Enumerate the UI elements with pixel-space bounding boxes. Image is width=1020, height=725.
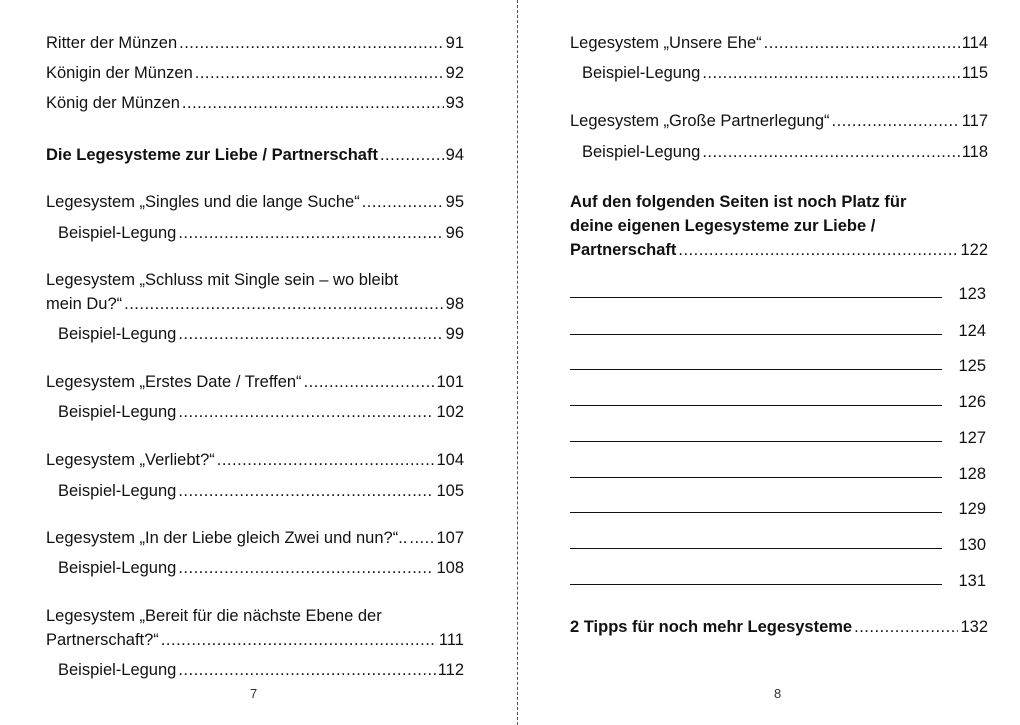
blank-entry-line[interactable]: [570, 561, 988, 590]
toc-entry[interactable]: [46, 91, 464, 115]
toc-subentry[interactable]: [570, 140, 988, 164]
toc-entry-title: mein Du?“: [46, 295, 123, 313]
toc-entry-page: 96: [445, 224, 464, 242]
page-number: 7: [250, 686, 258, 701]
toc-entry[interactable]: [46, 370, 464, 394]
toc-entry[interactable]: [46, 61, 464, 85]
toc-entry-page: 108: [436, 559, 464, 577]
toc-entry-title: Die Legesysteme zur Liebe / Partnerschaft: [46, 146, 378, 164]
toc-entry[interactable]: [46, 526, 464, 550]
write-in-line: [570, 369, 942, 370]
dot-leader: [179, 31, 444, 55]
blank-entry-page: 130: [958, 536, 986, 554]
blank-entry-line[interactable]: [570, 525, 988, 554]
toc-entry[interactable]: [46, 604, 464, 652]
toc-entry-title: Partnerschaft?“: [46, 631, 159, 649]
page-number: 8: [774, 686, 782, 701]
write-in-line: [570, 441, 942, 442]
write-in-line: [570, 334, 942, 335]
toc-entry[interactable]: [46, 190, 464, 214]
blank-entry-line[interactable]: [570, 382, 988, 411]
blank-entry-page: 126: [958, 393, 986, 411]
toc-entry-page: 111: [438, 631, 464, 649]
blank-entry-page: 124: [958, 322, 986, 340]
dot-leader: [832, 109, 960, 133]
toc-entry-page: 93: [445, 94, 464, 112]
blank-entry-page: 131: [958, 572, 986, 590]
toc-entry-page: 95: [445, 193, 464, 211]
toc-entry-title-line: Legesystem „Bereit für die nächste Ebene der: [46, 607, 382, 625]
toc-entry-title-line: deine eigenen Legesysteme zur Liebe /: [570, 217, 876, 235]
toc-entry-page: 117: [961, 112, 988, 130]
dot-leader: [409, 526, 434, 550]
blank-entry-line[interactable]: [570, 311, 988, 340]
dot-leader: [764, 31, 960, 55]
blank-entry-page: 127: [958, 429, 986, 447]
toc-entry-page: 122: [960, 241, 988, 259]
write-in-line: [570, 297, 942, 298]
dot-leader: [702, 140, 959, 164]
toc-entry-title: Beispiel-Legung: [582, 143, 701, 161]
toc-entry-page: 112: [437, 661, 464, 679]
dot-leader: [195, 61, 444, 85]
dot-leader: [178, 400, 434, 424]
toc-subentry[interactable]: [570, 61, 988, 85]
toc-entry-page: 94: [445, 146, 464, 164]
dot-leader: [304, 370, 435, 394]
toc-entry-title: Partnerschaft: [570, 241, 677, 259]
toc-entry-page: 115: [961, 64, 988, 82]
toc-entry-title: Legesystem „Singles und die lange Suche“: [46, 193, 360, 211]
toc-entry-title: 2 Tipps für noch mehr Legesysteme: [570, 618, 853, 636]
toc-entry-page: 91: [445, 34, 464, 52]
dot-leader: [362, 190, 444, 214]
dot-leader: [217, 448, 435, 472]
toc-entry-page: 101: [436, 373, 464, 391]
toc-entry-page: 114: [961, 34, 988, 52]
write-in-line: [570, 512, 942, 513]
toc-entry-page: 98: [445, 295, 464, 313]
toc-entry-page: 105: [436, 482, 464, 500]
blank-entry-page: 129: [958, 500, 986, 518]
toc-subentry[interactable]: [46, 400, 464, 424]
toc-entry-title: Beispiel-Legung: [58, 403, 177, 421]
dot-leader: [182, 91, 444, 115]
blank-entry-page: 123: [958, 285, 986, 303]
toc-entry-title-line: Auf den folgenden Seiten ist noch Platz für: [570, 193, 907, 211]
toc-section-heading[interactable]: [46, 143, 464, 167]
dot-leader: [178, 322, 443, 346]
toc-entry-title: Legesystem „Große Partnerlegung“: [570, 112, 830, 130]
dot-leader: [124, 292, 444, 316]
blank-entry-line[interactable]: [570, 489, 988, 518]
dot-leader: [161, 628, 437, 652]
dot-leader: [702, 61, 959, 85]
blank-entry-page: 125: [958, 357, 986, 375]
toc-entry-page: 107: [436, 529, 464, 547]
toc-section-heading[interactable]: [570, 190, 988, 262]
toc-subentry[interactable]: [46, 479, 464, 503]
toc-entry-page: 99: [445, 325, 464, 343]
dot-leader: [178, 479, 434, 503]
toc-subentry[interactable]: [46, 322, 464, 346]
toc-entry[interactable]: [570, 109, 988, 133]
blank-entry-line[interactable]: [570, 346, 988, 375]
toc-entry[interactable]: [570, 31, 988, 55]
toc-entry-title: Legesystem „Verliebt?“: [46, 451, 215, 469]
toc-entry-title: Beispiel-Legung: [582, 64, 701, 82]
write-in-line: [570, 405, 942, 406]
toc-entry[interactable]: [46, 448, 464, 472]
toc-subentry[interactable]: [46, 221, 464, 245]
toc-entry-title: Königin der Münzen: [46, 64, 193, 82]
dot-leader: [678, 238, 958, 262]
toc-entry-title: Beispiel-Legung: [58, 325, 177, 343]
blank-entry-line[interactable]: [570, 454, 988, 483]
toc-entry-page: 132: [960, 618, 988, 636]
toc-entry-title: Beispiel-Legung: [58, 559, 177, 577]
toc-entry-page: 92: [445, 64, 464, 82]
blank-entry-line[interactable]: [570, 418, 988, 447]
toc-subentry[interactable]: [46, 556, 464, 580]
toc-entry-title: Ritter der Münzen: [46, 34, 178, 52]
dot-leader: [854, 615, 958, 639]
blank-entry-line[interactable]: [570, 274, 988, 303]
toc-entry[interactable]: [46, 268, 464, 316]
toc-entry-page: 104: [436, 451, 464, 469]
dot-leader: [178, 556, 434, 580]
toc-entry-title: Legesystem „Erstes Date / Treffen“: [46, 373, 302, 391]
toc-entry-page: 102: [436, 403, 464, 421]
blank-entry-page: 128: [958, 465, 986, 483]
toc-entry-title: Legesystem „In der Liebe gleich Zwei und nun?“..: [46, 529, 408, 547]
toc-entry-title: Beispiel-Legung: [58, 482, 177, 500]
toc-subentry[interactable]: [46, 658, 464, 682]
toc-entry-title: Legesystem „Unsere Ehe“: [570, 34, 762, 52]
toc-entry-page: 118: [961, 143, 988, 161]
toc-entry[interactable]: [46, 31, 464, 55]
toc-entry-title: Beispiel-Legung: [58, 224, 177, 242]
dot-leader: [178, 658, 435, 682]
toc-section-heading[interactable]: [570, 615, 988, 639]
write-in-line: [570, 584, 942, 585]
write-in-line: [570, 477, 942, 478]
toc-entry-title-line: Legesystem „Schluss mit Single sein – wo bleibt: [46, 271, 399, 289]
write-in-line: [570, 548, 942, 549]
right-page: [518, 0, 1020, 725]
toc-entry-title: König der Münzen: [46, 94, 180, 112]
toc-entry-title: Beispiel-Legung: [58, 661, 177, 679]
dot-leader: [380, 143, 444, 167]
dot-leader: [178, 221, 443, 245]
